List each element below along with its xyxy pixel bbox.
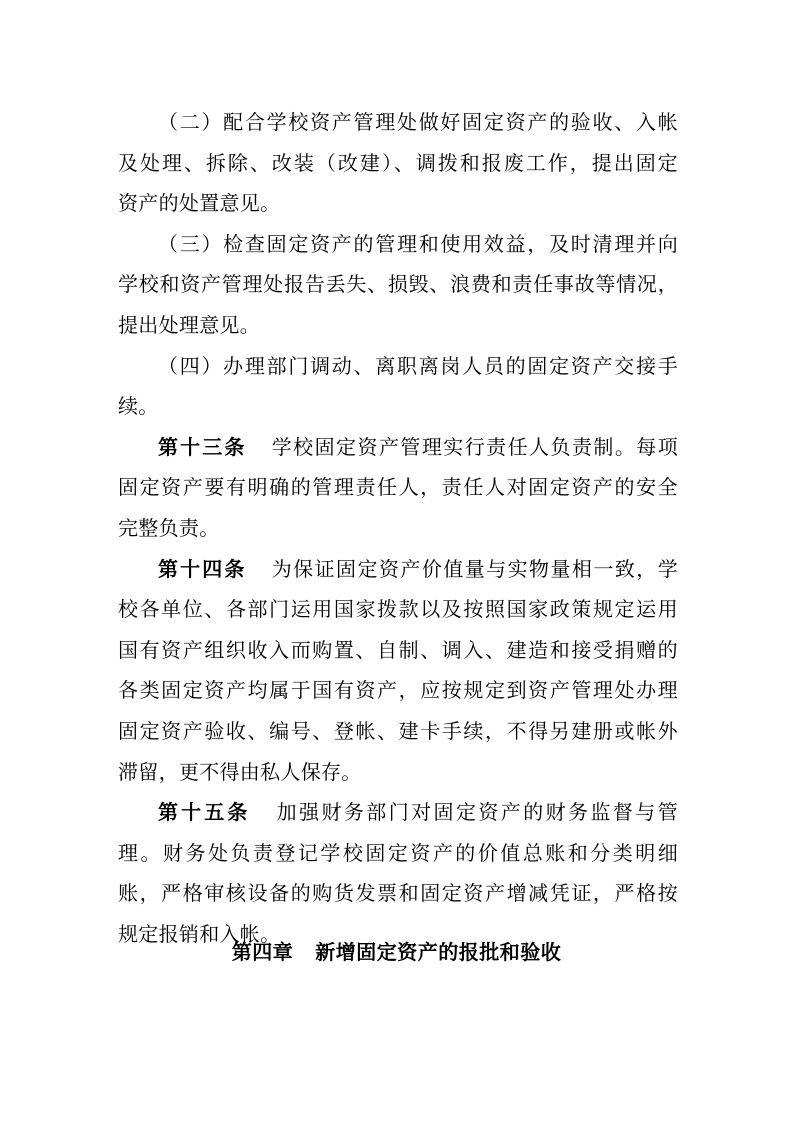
chapter-number: 第四章 bbox=[231, 940, 294, 964]
article-label: 第十五条 bbox=[158, 800, 251, 825]
paragraph-item-3 bbox=[118, 224, 678, 346]
text-line bbox=[118, 427, 678, 468]
article-label: 第十三条 bbox=[158, 434, 247, 459]
text-line: 规定报销和入帐。 bbox=[118, 921, 281, 946]
article-13 bbox=[118, 427, 678, 549]
text-line: 完整负责。 bbox=[118, 515, 220, 540]
text-line: （三）检查固定资产的管理和使用效益，及时清理并向 bbox=[158, 231, 678, 256]
document-body bbox=[118, 102, 678, 954]
text-line: 固定资产验收、编号、登帐、建卡手续，不得另建册或帐外 bbox=[118, 718, 678, 743]
text-line: 国有资产组织收入而购置、自制、调入、建造和接受捐赠的 bbox=[118, 637, 678, 662]
chapter-title: 新增固定资产的报批和验收 bbox=[315, 940, 562, 964]
paragraph-item-2 bbox=[118, 102, 678, 224]
article-label: 第十四条 bbox=[158, 556, 247, 581]
article-text: 为保证固定资产价值量与实物量相一致，学 bbox=[270, 556, 678, 581]
text-line: 各类固定资产均属于国有资产，应按规定到资产管理处办理 bbox=[118, 678, 678, 703]
text-line bbox=[118, 792, 678, 833]
text-line: 理。财务处负责登记学校固定资产的价值总账和分类明细 bbox=[118, 840, 678, 865]
article-text: 加强财务部门对固定资产的财务监督与管 bbox=[274, 800, 678, 825]
text-line: 校各单位、各部门运用国家拨款以及按照国家政策规定运用 bbox=[118, 597, 678, 622]
text-line: 续。 bbox=[118, 394, 159, 419]
text-line: 提出处理意见。 bbox=[118, 312, 261, 337]
article-text: 学校固定资产管理实行责任人负责制。每项 bbox=[270, 434, 678, 459]
article-15 bbox=[118, 792, 678, 954]
article-14 bbox=[118, 549, 678, 793]
text-line bbox=[118, 549, 678, 590]
text-line: 及处理、拆除、改装（改建）、调拨和报废工作，提出固定 bbox=[118, 150, 678, 175]
text-line: 学校和资产管理处报告丢失、损毁、浪费和责任事故等情况， bbox=[118, 272, 678, 297]
text-line: 账，严格审核设备的购货发票和固定资产增减凭证，严格按 bbox=[118, 881, 678, 906]
text-line: 资产的处置意见。 bbox=[118, 191, 281, 216]
chapter-heading bbox=[0, 932, 793, 972]
text-line: 滞留，更不得由私人保存。 bbox=[118, 759, 362, 784]
text-line: （四）办理部门调动、离职离岗人员的固定资产交接手 bbox=[158, 353, 678, 378]
text-line: （二）配合学校资产管理处做好固定资产的验收、入帐 bbox=[158, 110, 678, 134]
paragraph-item-4 bbox=[118, 346, 678, 427]
text-line: 固定资产要有明确的管理责任人，责任人对固定资产的安全 bbox=[118, 475, 678, 500]
